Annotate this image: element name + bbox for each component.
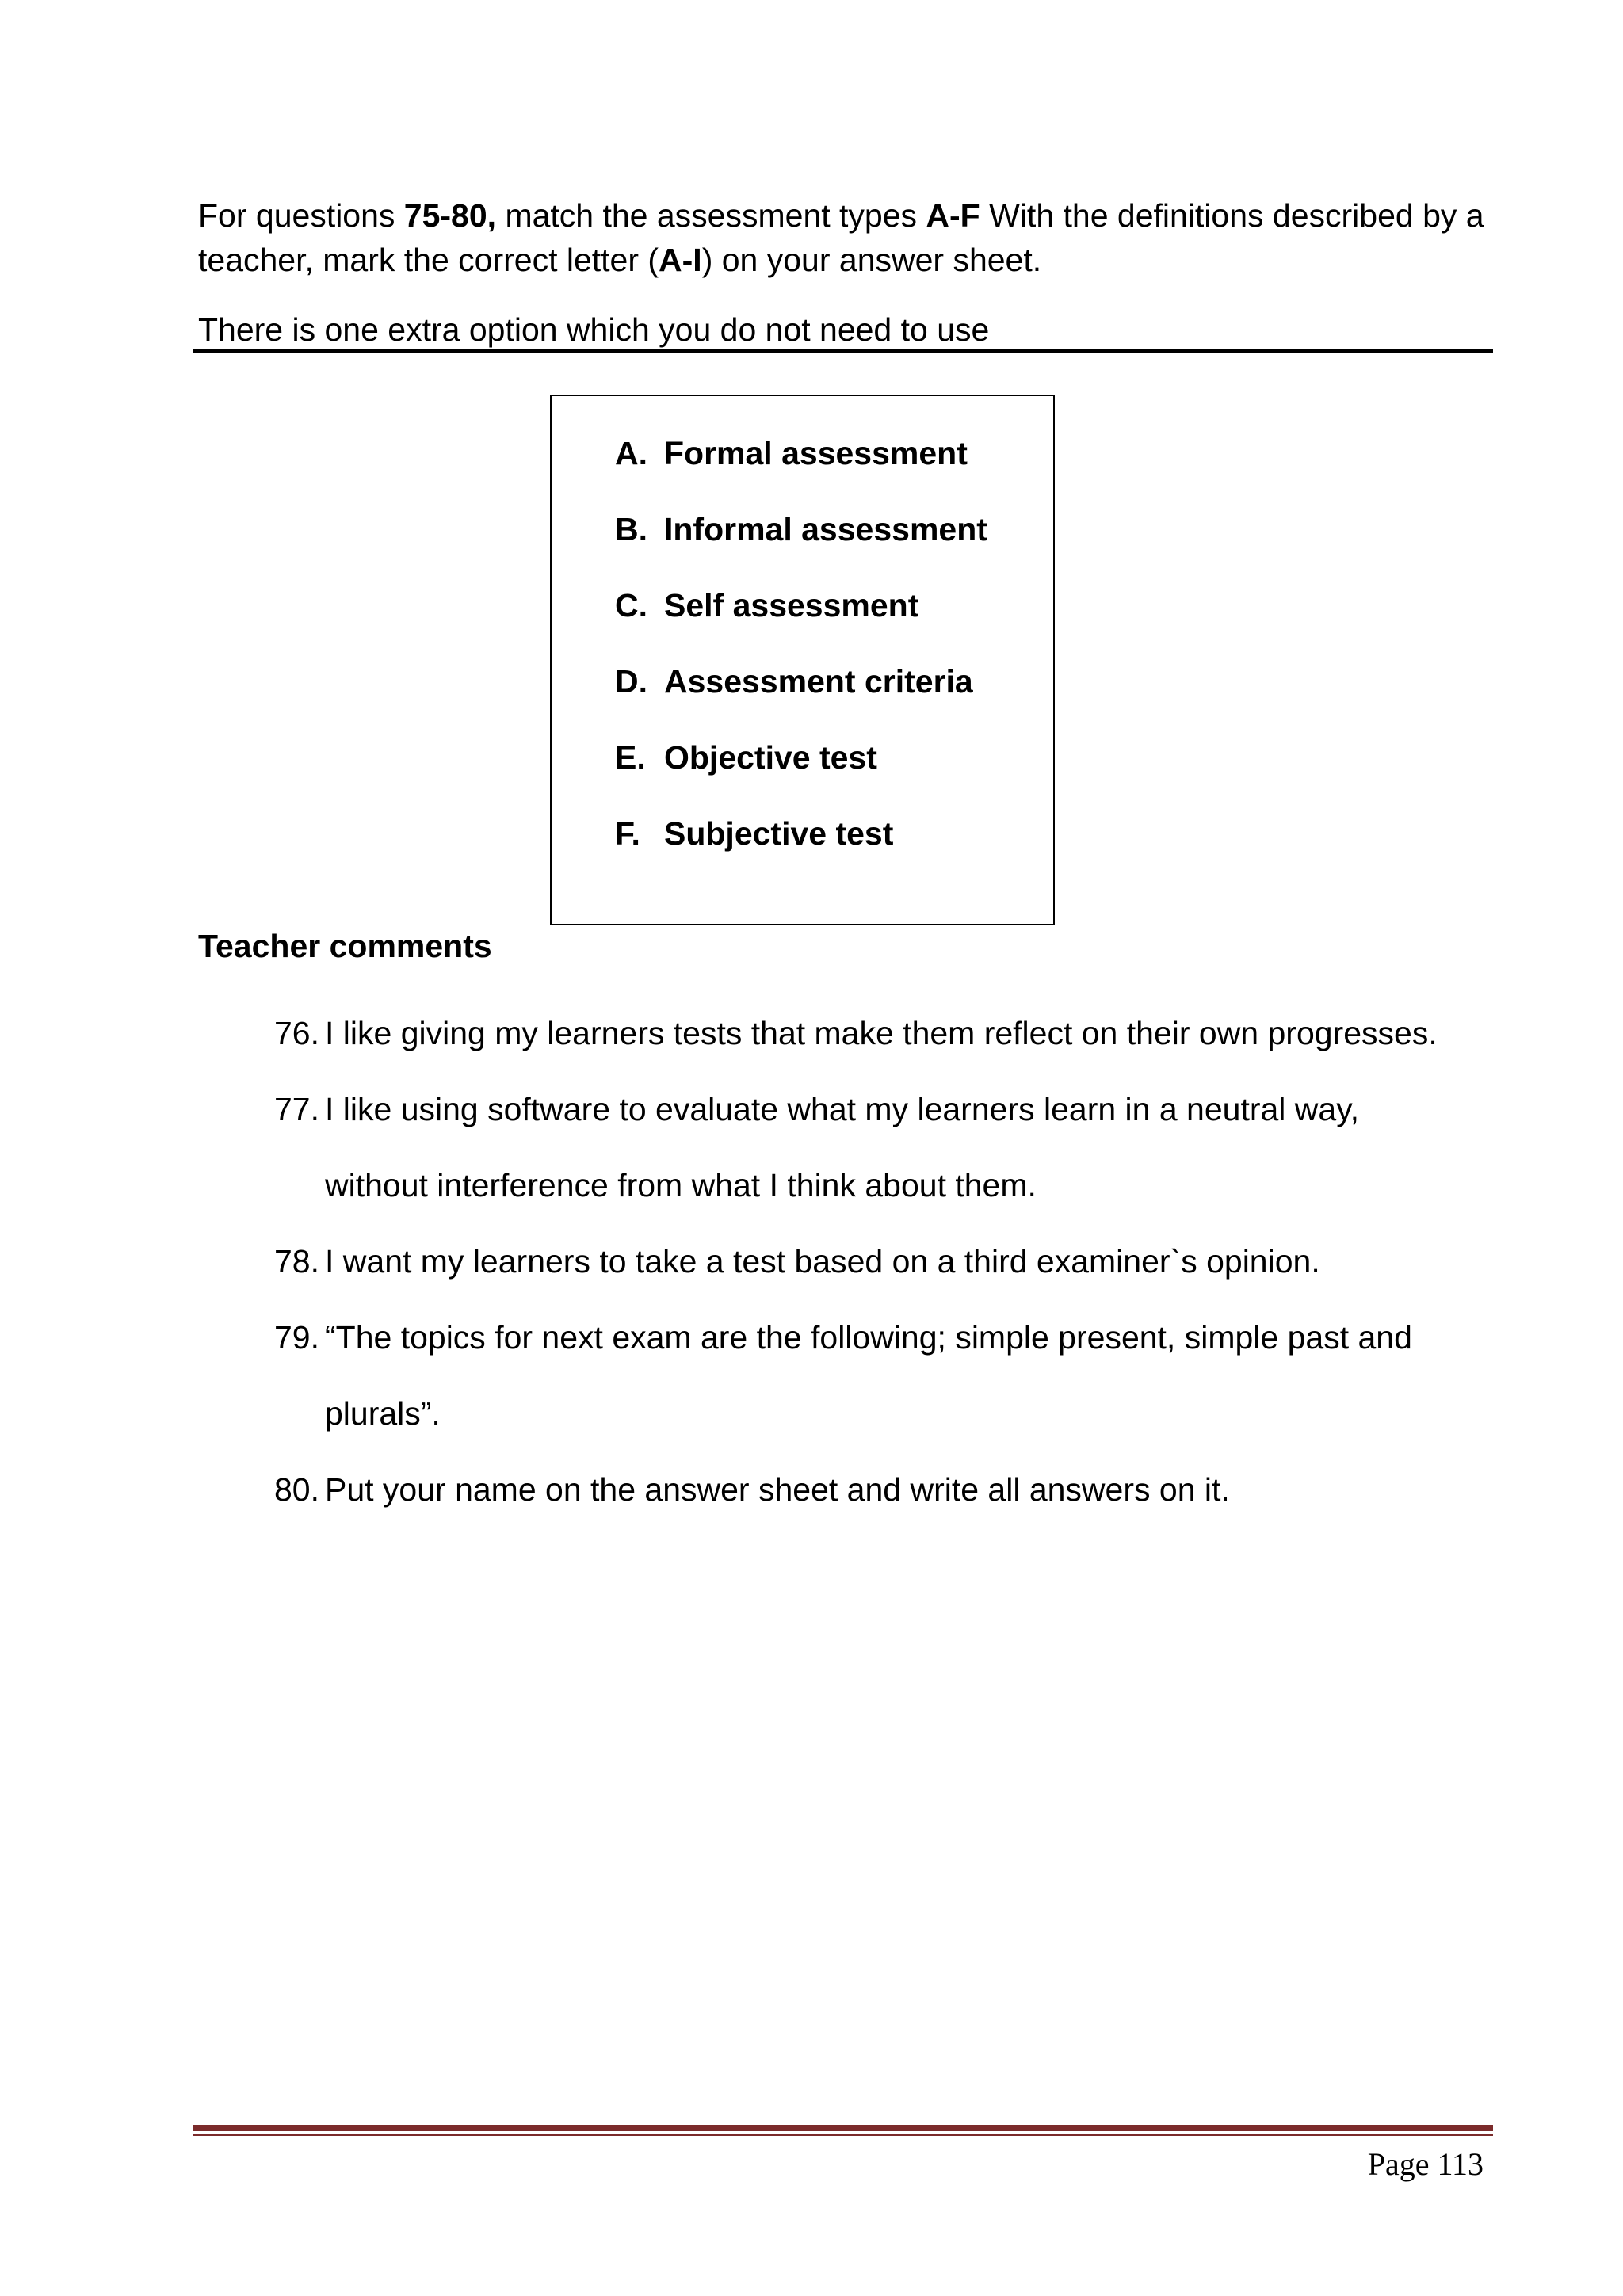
- instructions-text-3: With the definitions described by a teacher, mark the correct letter (: [198, 197, 1484, 278]
- option-letter: D.: [615, 663, 647, 700]
- comment-text: I like giving my learners tests that make them reflect on their own progresses.: [325, 1015, 1438, 1051]
- footer-rule: [193, 2125, 1493, 2131]
- comment-item: [274, 1223, 1438, 1299]
- comment-text: “The topics for next exam are the following; simple present, simple past and: [325, 1319, 1412, 1356]
- option-c: [615, 583, 987, 659]
- option-text: Formal assessment: [664, 435, 968, 471]
- options-list: [615, 431, 987, 887]
- extra-option-note: There is one extra option which you do not need to use: [198, 311, 990, 348]
- comment-item: [274, 1299, 1438, 1375]
- comment-item: [274, 1071, 1438, 1147]
- instructions-text-1: For questions: [198, 197, 404, 234]
- option-letter: C.: [615, 587, 647, 624]
- footer-rule-thin: [193, 2134, 1493, 2136]
- option-letter: B.: [615, 511, 647, 547]
- comment-number: 80.: [274, 1471, 319, 1508]
- instructions-text-4: ) on your answer sheet.: [701, 242, 1042, 278]
- comment-continuation: [274, 1375, 1438, 1451]
- comments-list: [274, 995, 1438, 1527]
- comment-text: without interference from what I think about them.: [325, 1167, 1037, 1203]
- option-b: [615, 507, 987, 583]
- comment-number: 76.: [274, 1015, 319, 1051]
- comment-text: Put your name on the answer sheet and write all answers on it.: [325, 1471, 1230, 1508]
- comment-number: 77.: [274, 1091, 319, 1127]
- option-text: Self assessment: [664, 587, 919, 624]
- type-range: A-F: [926, 197, 980, 234]
- option-letter: A.: [615, 435, 647, 471]
- option-letter: E.: [615, 739, 646, 776]
- comment-item: [274, 1451, 1438, 1527]
- comment-text: I like using software to evaluate what my learners learn in a neutral way,: [325, 1091, 1360, 1127]
- teacher-comments-heading: Teacher comments: [198, 928, 492, 964]
- option-e: [615, 735, 987, 811]
- comment-text: I want my learners to take a test based on a third examiner`s opinion.: [325, 1243, 1320, 1280]
- instructions-paragraph: [198, 193, 1498, 282]
- option-d: [615, 659, 987, 735]
- option-text: Assessment criteria: [664, 663, 973, 700]
- comment-number: 78.: [274, 1243, 319, 1280]
- comment-number: 79.: [274, 1319, 319, 1356]
- comment-item: [274, 995, 1438, 1071]
- comment-text: plurals”.: [325, 1395, 441, 1432]
- option-a: [615, 431, 987, 507]
- page-number: Page 113: [1367, 2146, 1484, 2182]
- option-f: [615, 811, 987, 887]
- section-divider: [193, 349, 1493, 353]
- option-text: Objective test: [664, 739, 877, 776]
- letter-range: A-I: [659, 242, 702, 278]
- option-text: Informal assessment: [664, 511, 987, 547]
- options-box: [550, 395, 1055, 925]
- question-range: 75-80,: [403, 197, 497, 234]
- option-text: Subjective test: [664, 815, 894, 852]
- instructions-text-2: match the assessment types: [496, 197, 926, 234]
- comment-continuation: [274, 1147, 1438, 1223]
- option-letter: F.: [615, 815, 640, 852]
